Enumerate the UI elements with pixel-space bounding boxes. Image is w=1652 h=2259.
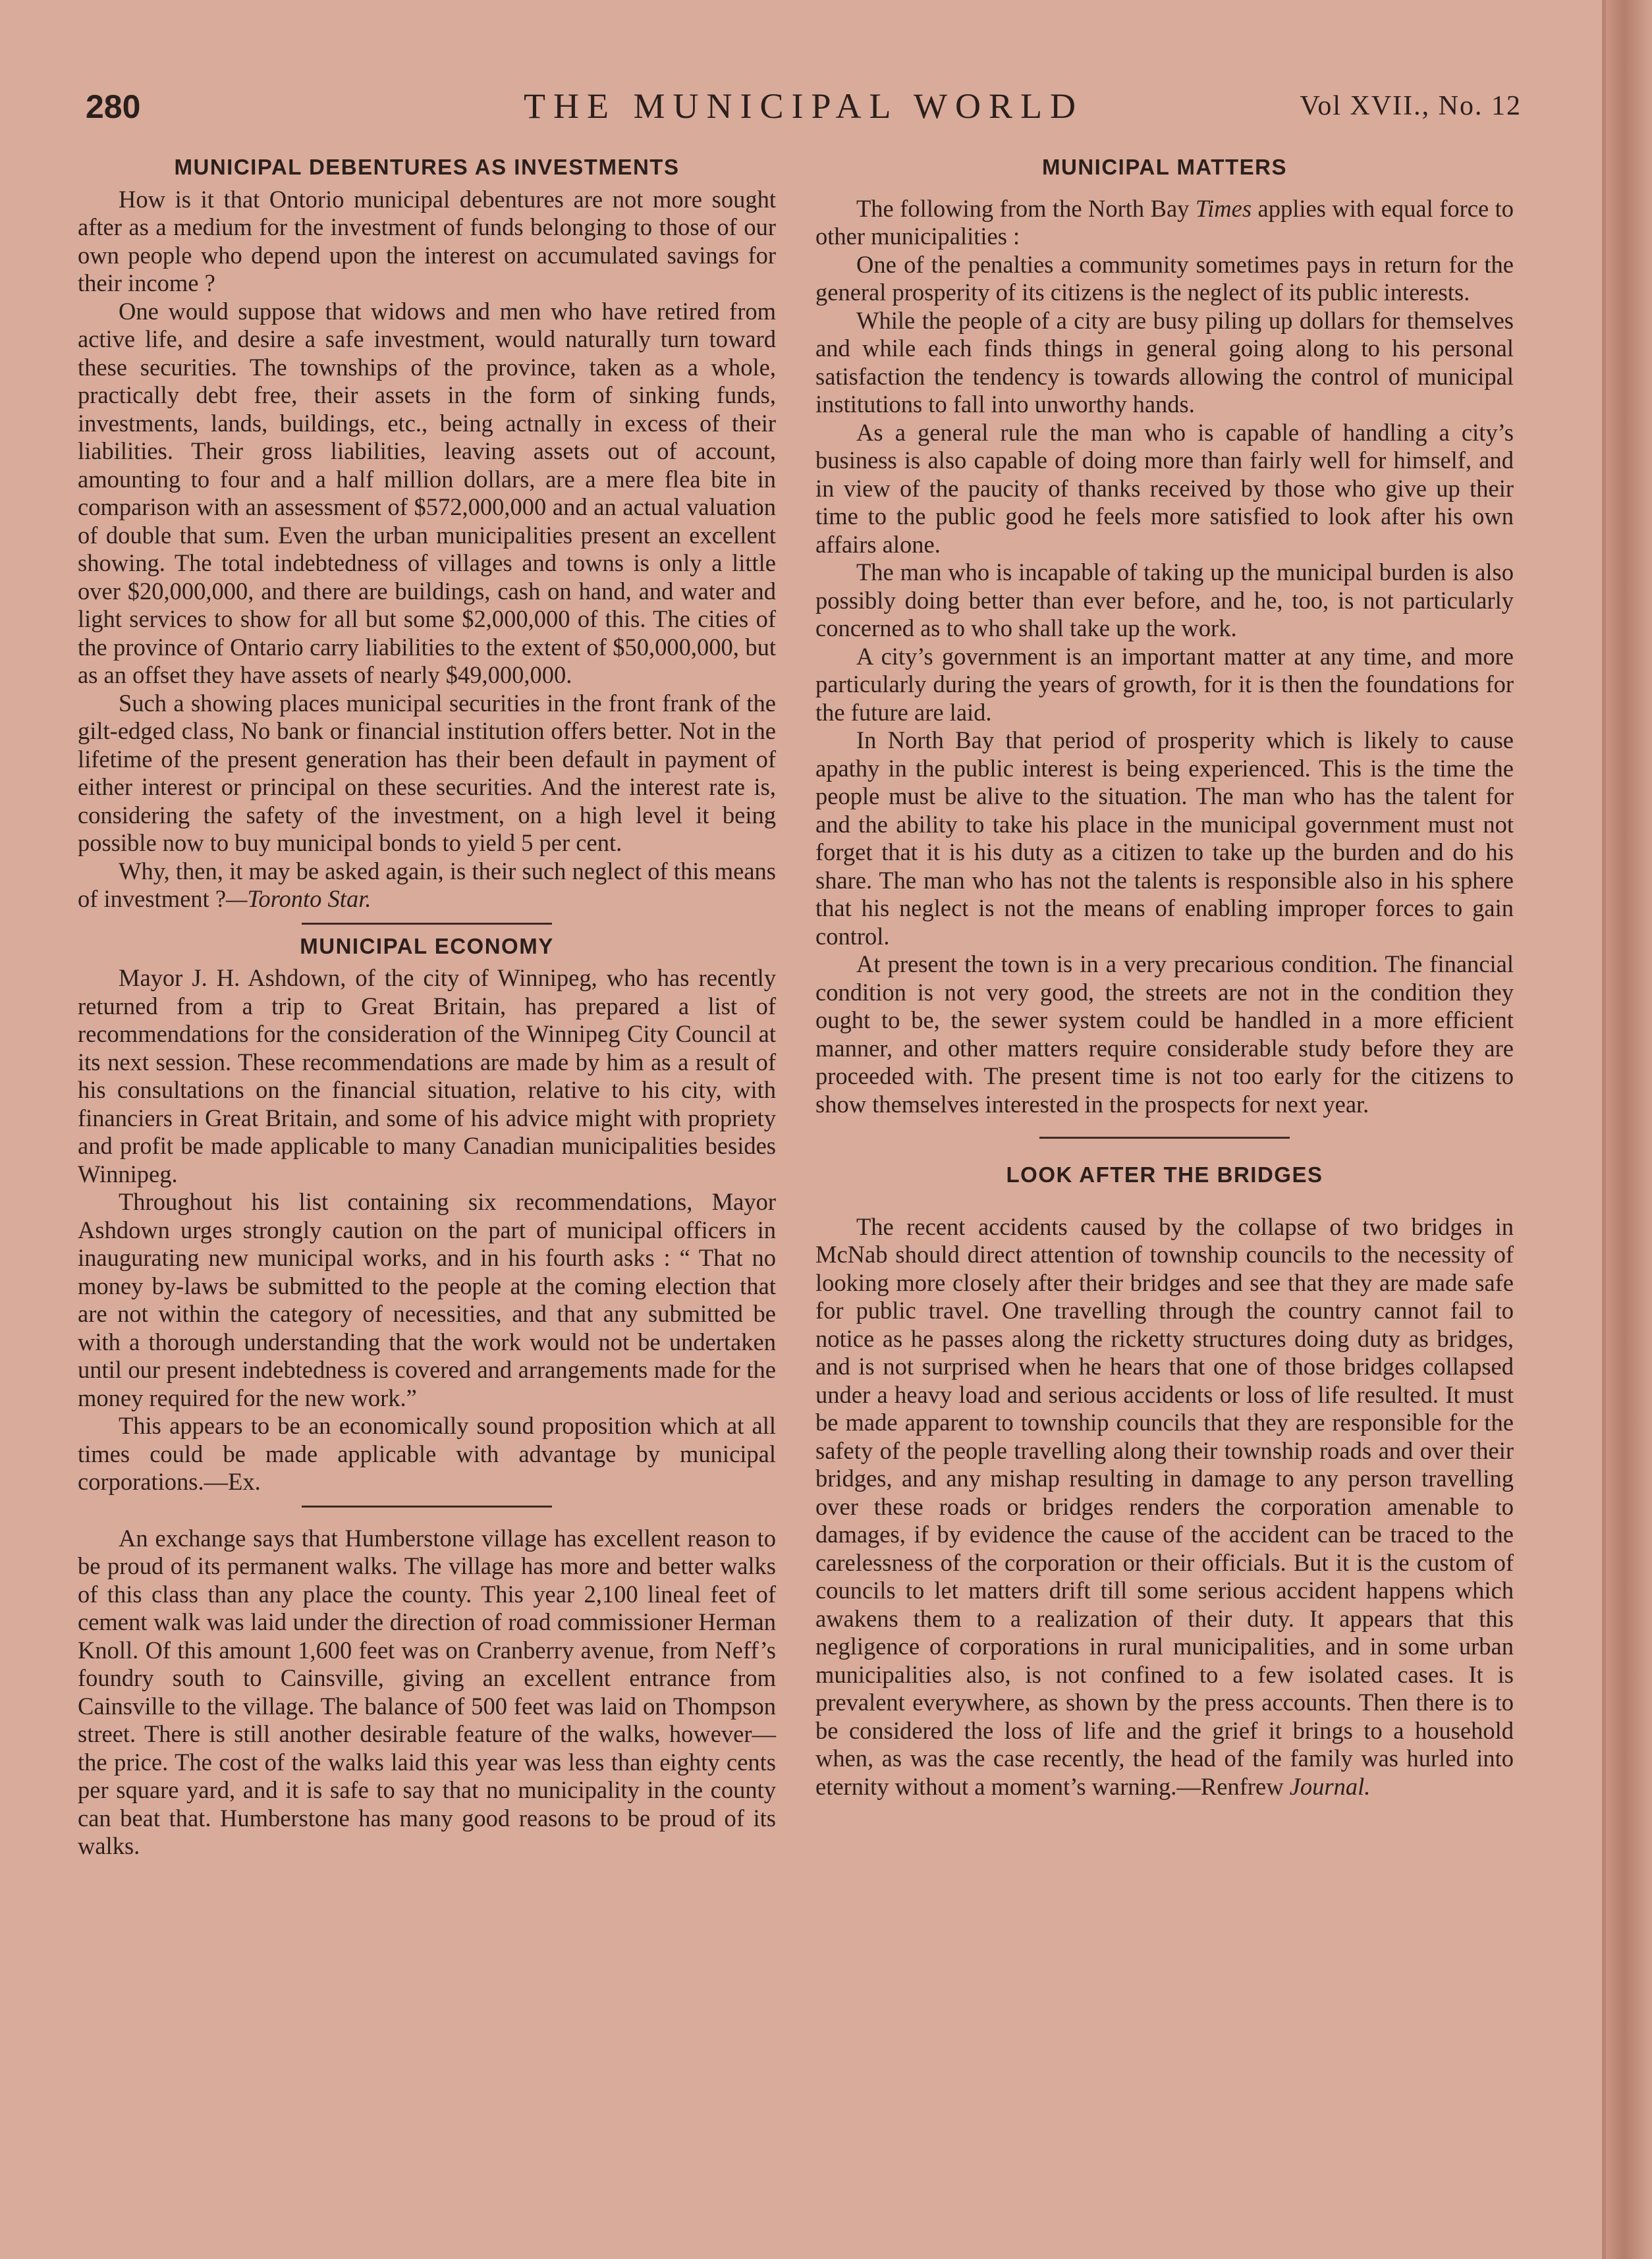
article-paragraph: [78, 857, 776, 913]
article-humberstone-walks: [78, 1525, 776, 1861]
article-municipal-economy: [78, 933, 776, 1496]
article-paragraph: How is it that Ontorio municipal debentures are not more sought after as a medium for the investment of funds belonging to those of our own people who depend upon the interest on accumulated savings for their income ?: [78, 185, 776, 296]
issue-number: Vol XVII., No. 12: [1300, 91, 1522, 121]
article-look-after-bridges: [815, 1161, 1514, 1801]
page-fold-line: [1602, 0, 1606, 2259]
section-divider: [302, 1506, 552, 1508]
article-paragraph: This appears to be an economically sound proposition which at all times could be made applicable with advantage by municipal corporations.—Ex.: [78, 1412, 776, 1495]
article-paragraph: While the people of a city are busy piling up dollars for themselves and while each finds things in general going along to his personal satisfaction the tendency is towards allowing the control of municipal institutions to fall into unworthy hands.: [815, 306, 1514, 418]
article-paragraph: One would suppose that widows and men who have retired from active life, and desire a safe investment, would naturally turn toward these securities. The townships of the province, taken as a whole, practically debt free, their assets in the form of sinking funds, investments, lands, buildings, etc., being actnally in excess of their liabilities. Their gross liabilities, leaving assets out of account, amounting to four and a half million dollars, are a mere flea bite in comparison with an assessment of $572,000,000 and an actual valuation of double that sum. Even the urban municipalities present an excellent showing. The total indebtedness of villages and towns is only a little over $20,000,000, and there are buildings, cash on hand, and water and light services to show for all but some $2,000,000 of this. The cities of the province of Ontario carry liabilities to the extent of $50,000,000, but as an offset they have assets of nearly $49,000,000.: [78, 297, 776, 688]
article-paragraph: Such a showing places municipal securities in the front frank of the gilt-edged class, No bank or financial institution offers better. Not in the lifetime of the present generation has their been default in payment of either interest or principal on these securities. And the interest rate is, considering the safety of the investment, on a high level it being possible now to buy municipal bonds to yield 5 per cent.: [78, 689, 776, 856]
article-paragraph: An exchange says that Humberstone village has excellent reason to be proud of its permanent walks. The village has more and better walks of this class than any place the county. This year 2,100 lineal feet of cement walk was laid under the direction of road commissioner Herman Knoll. Of this amount 1,600 feet was on Cranberry avenue, from Neff’s foundry south to Cainsville, giving an excellent entrance from Cainsville to the village. The balance of 500 feet was laid on Thompson street. There is still another desirable feature of the walks, however—the price. The cost of the walks laid this year was less than eighty cents per square yard, and it is safe to say that no municipality in the county can beat that. Humberstone has many good reasons to be proud of its walks.: [78, 1524, 776, 1859]
section-divider: [302, 923, 552, 925]
article-source: Journal.: [1289, 1772, 1371, 1800]
article-paragraph: A city’s government is an important matter at any time, and more particularly during the years of growth, for it is then the foundations for the future are laid.: [815, 642, 1514, 726]
intro-text: applies with equal force to other municipalities :: [815, 194, 1514, 250]
page-number: 280: [86, 88, 141, 125]
article-paragraph: [815, 1213, 1514, 1801]
article-paragraph: In North Bay that period of prosperity which is likely to cause apathy in the public interest is being experienced. This is the time the people must be alive to the situation. The man who has the talent for and the ability to take his place in the municipal government must not forget that it is his duty as a citizen to take up the burden and do his share. The man who has not the talents is responsible also in his sphere that his neglect is not the means of enabling improper forces to gain control.: [815, 726, 1514, 950]
article-title: LOOK AFTER THE BRIDGES: [1006, 1162, 1323, 1187]
article-paragraph: At present the town is in a very precarious condition. The financial condition is not very good, the streets are not in the condition they ought to be, the sewer system could be handled in a more efficient manner, and other matters require considerable study before they are proceeded with. The present time is not too early for the citizens to show themselves interested in the prospects for next year.: [815, 950, 1514, 1118]
article-title: MUNICIPAL DEBENTURES AS INVESTMENTS: [174, 155, 680, 179]
journal-title: THE MUNICIPAL WORLD: [523, 86, 1084, 126]
article-paragraph: As a general rule the man who is capable of handling a city’s business is also capable of doing more than fairly well for himself, and in view of the paucity of thanks received by those who give up their time to the public good he feels more satisfied to look after his own affairs alone.: [815, 418, 1514, 558]
article-intro: [815, 195, 1514, 251]
article-municipal-debentures: [78, 153, 776, 913]
section-divider: [1039, 1137, 1290, 1139]
paragraph-text: The recent accidents caused by the collapse of two bridges in McNab should direct attention of township councils to the necessity of looking more closely after their bridges and see that they are made safe for public travel. One travelling through the country cannot fail to notice as he passes along the ricketty structures doing duty as bridges, and is not surprised when he hears that one of those bridges collapsed under a heavy load and serious accidents or loss of life resulted. It must be made apparent to township councils that they are responsible for the safety of the people travelling along their township roads and over their bridges, and any mishap resulting in damage to any person travelling over these roads or bridges renders the corporation amenable to damages, if by evidence the cause of the accident can be traced to the carelessness of the corporation or their officials. But it is the custom of councils to let matters drift till some serious accident happens which awakens them to a realization of their duty. It appears that this negligence of corporations in rural municipalities, and in some urban municipalities also, is not confined to a few isolated cases. It is prevalent everywhere, as shown by the press accounts. Then there is to be considered the loss of life and the grief it brings to a household when, as was the case recently, the head of the family was hurled into eternity without a moment’s warning.—Renfrew: [815, 1212, 1514, 1800]
source-name: Times: [1195, 194, 1252, 222]
article-paragraph: The man who is incapable of taking up the municipal burden is also possibly doing better than ever before, and he, too, is not particularly concerned as to who shall take up the work.: [815, 558, 1514, 641]
right-column: [815, 148, 1514, 1801]
intro-text: The following from the North Bay: [856, 194, 1196, 222]
page-header: [86, 82, 1522, 135]
article-paragraph: Mayor J. H. Ashdown, of the city of Winnipeg, who has recently returned from a trip to Great Britain, has prepared a list of recommendations for the consideration of the Winnipeg City Council at its next session. These recommendations are made by him as a result of his consultations on the financial situation, relative to his city, with financiers in Great Britain, and some of his advice might with propriety and profit be made applicable to many Canadian municipalities besides Winnipeg.: [78, 964, 776, 1187]
article-paragraph: One of the penalties a community sometimes pays in return for the general prosperity of its citizens is the neglect of its public interests.: [815, 250, 1514, 306]
left-column: [78, 148, 776, 1861]
page-edge: [1606, 0, 1652, 2259]
article-source: —Toronto Star.: [226, 885, 372, 912]
article-title: MUNICIPAL MATTERS: [1042, 155, 1287, 179]
paragraph-text: Why, then, it may be asked again, is their such neglect of this means of investment ?: [78, 857, 776, 912]
article-paragraph: Throughout his list containing six recommendations, Mayor Ashdown urges strongly caution on the part of municipal officers in inaugurating new municipal works, and in his fourth asks : “ That no money by-laws be submitted to the people at the coming election that are not within the category of necessities, and that any submitted be with a thorough understanding that the work would not be undertaken until our present indebtedness is covered and arrangements made for the money required for the new work.”: [78, 1188, 776, 1411]
article-title: MUNICIPAL ECONOMY: [300, 933, 554, 958]
article-municipal-matters: [815, 153, 1514, 1118]
